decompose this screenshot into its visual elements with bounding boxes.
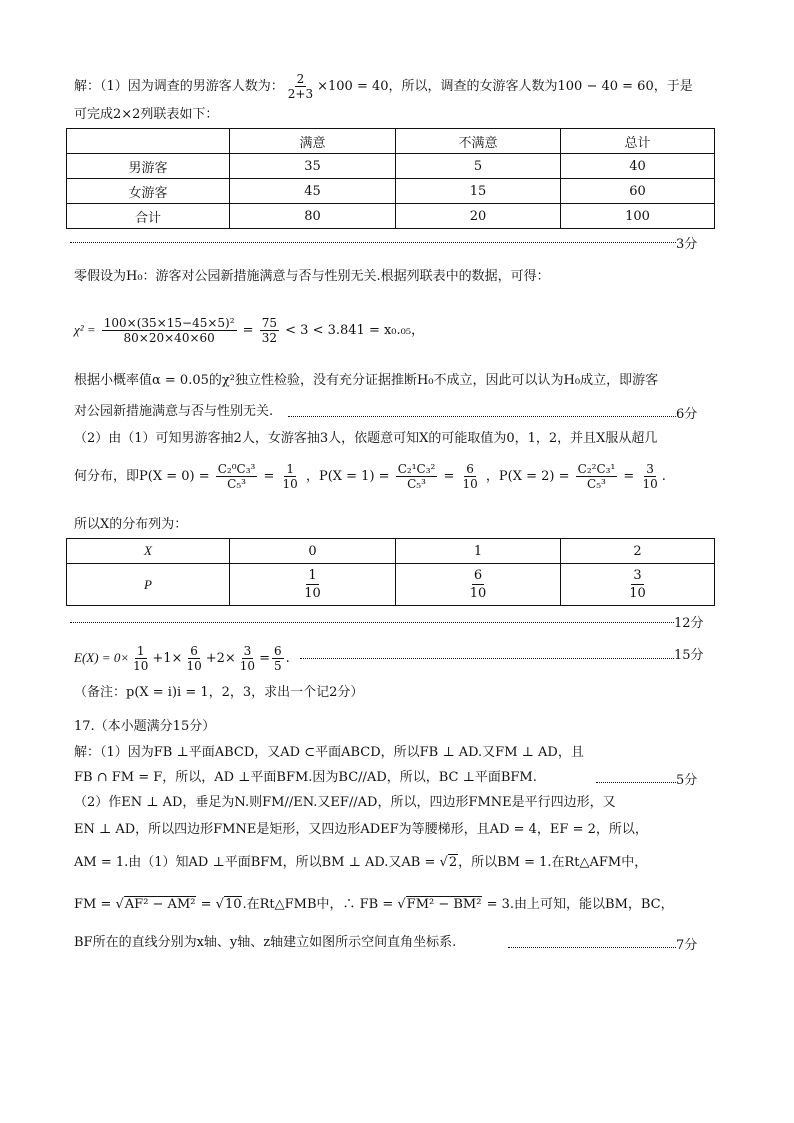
q17-line-6: FM = √AF² − AM² = √10.在Rt△FMB中，∴ FB = √FM² − BM² = 3.由上可知，能以BM，BC， bbox=[74, 897, 674, 912]
table-row: 女游客 45 15 60 bbox=[67, 179, 715, 204]
score-mark: 15分 bbox=[674, 648, 704, 663]
q16-line-6: （2）由（1）可知男游客抽2人，女游客抽3人，依题意可知X的可能取值为0，1，2，并且X服从超几 bbox=[74, 431, 658, 446]
dotted-leader bbox=[596, 782, 676, 783]
table-row: 合计 80 20 100 bbox=[67, 204, 715, 229]
table-header-cell: 不满意 bbox=[396, 129, 561, 154]
expectation-line: E(X) = 0× $\frac{1}{10}$ +1× $\frac{6}{10}$ +2× $\frac{3}{10}$ = $\frac{6}{5}$ . bbox=[74, 644, 290, 673]
q16-line-1: 解：（1）因为调查的男游客人数为： $\frac{2}{2+3}$ ×100 = 40，所以，调查的女游客人数为100 − 40 = 60，于是 bbox=[74, 72, 693, 101]
table-header-cell: 满意 bbox=[230, 129, 396, 154]
q17-line-3: （2）作EN ⊥ AD，垂足为N.则FM//EN.又EF//AD，所以，四边形FMNE是平行四边形，又 bbox=[74, 795, 616, 810]
q17-line-5: AM = 1.由（1）知AD ⊥平面BFM，所以BM ⊥ AD.又AB = √2，所以BM = 1.在Rt△AFM中， bbox=[74, 855, 648, 870]
table-row: P $\frac{1}{10}$ $\frac{6}{10}$ $\frac{3}{10}$ bbox=[67, 564, 715, 606]
q16-line-5: 对公园新措施满意与否与性别无关. bbox=[74, 404, 274, 419]
dotted-leader bbox=[70, 622, 674, 623]
q17-title: 17.（本小题满分15分） bbox=[74, 719, 216, 734]
score-mark: 3分 bbox=[676, 237, 698, 252]
probability-line: 何分布，即P(X = 0) = $\frac{\text{C₂⁰C₃³}}{\text{C₅³}}$ = $\frac{1}{10}$ ，P(X = 1) = $\frac{\text{C₂¹C₃²}}{\text{C₅³}}$ = $\frac{6}{10}$ ，P(X = 2) = $\frac{\text{C₂²C₃¹}}{\text{C₅³}}$ = $\frac{3}{10}$ . bbox=[74, 462, 666, 491]
table-header-cell: 总计 bbox=[561, 129, 715, 154]
q17-line-7: BF所在的直线分别为x轴、y轴、z轴建立如图所示空间直角坐标系. bbox=[74, 935, 457, 950]
contingency-table bbox=[66, 128, 715, 229]
q16-line-4: 根据小概率值α = 0.05的χ²独立性检验，没有充分证据推断H₀不成立，因此可以认为H₀成立，即游客 bbox=[74, 373, 659, 388]
q17-line-4: EN ⊥ AD，所以四边形FMNE是矩形，又四边形ADEF为等腰梯形，且AD = 4，EF = 2，所以， bbox=[74, 822, 648, 837]
q17-line-1: 解：（1）因为FB ⊥平面ABCD，又AD ⊂平面ABCD，所以FB ⊥ AD.又FM ⊥ AD，且 bbox=[74, 745, 584, 760]
dotted-leader bbox=[288, 416, 676, 417]
distribution-table bbox=[66, 538, 715, 606]
table-row: 男游客 35 5 40 bbox=[67, 154, 715, 179]
table-row: X 0 1 2 bbox=[67, 539, 715, 564]
q16-line-3: 零假设为H₀：游客对公园新措施满意与否与性别无关.根据列联表中的数据，可得： bbox=[74, 269, 550, 284]
dotted-leader bbox=[300, 658, 674, 659]
q16-line-8: 所以X的分布列为： bbox=[74, 517, 188, 532]
ratio-fraction: $\frac{2}{2+3}$ bbox=[287, 72, 314, 101]
q17-line-2: FB ∩ FM = F，所以，AD ⊥平面BFM.因为BC//AD，所以，BC ⊥平面BFM. bbox=[74, 770, 537, 785]
q16-line-2: 可完成2×2列联表如下： bbox=[74, 107, 219, 122]
note: （备注：p(X = i)i = 1，2，3，求出一个记2分） bbox=[74, 685, 364, 700]
score-mark: 5分 bbox=[676, 773, 698, 788]
table-header-cell bbox=[67, 129, 230, 154]
score-mark: 6分 bbox=[676, 407, 698, 422]
chi-square-formula: χ² = $\frac{\text{100×(35×15−45×5)²}}{80\times 20\times 40\times 60}$ = $\frac{75}{32}$ < 3 < 3.841 = x₀.₀₅， bbox=[74, 316, 425, 345]
score-mark: 7分 bbox=[676, 938, 698, 953]
score-mark: 12分 bbox=[674, 616, 704, 631]
dotted-leader bbox=[70, 242, 676, 243]
dotted-leader bbox=[508, 947, 676, 948]
